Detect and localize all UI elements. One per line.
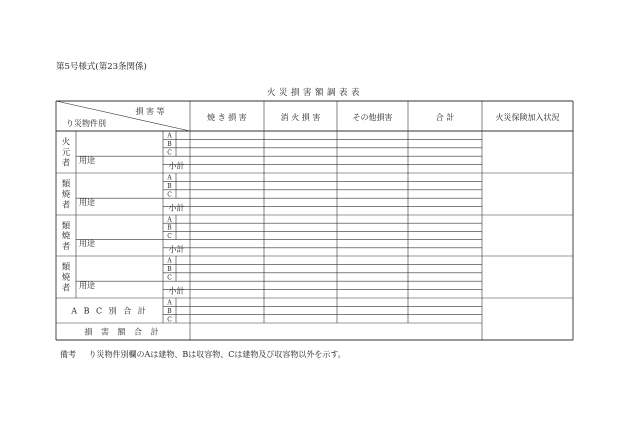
abc-label: A (167, 174, 172, 182)
use-label: 用途 (79, 198, 95, 207)
note-label: 備考 (60, 350, 76, 359)
abc-label: A (167, 257, 172, 265)
abc-label: A (167, 216, 172, 224)
group-label-char: 焼 (61, 231, 71, 242)
note (60, 349, 356, 360)
group-label-char: 火 (61, 137, 71, 148)
group-label-char: 者 (61, 158, 71, 169)
abc-label: A (167, 132, 172, 140)
column-header: 合 計 (435, 113, 455, 122)
grand-total-label: 損 害 額 合 計 (84, 327, 162, 337)
column-header: その他損害 (352, 113, 393, 122)
column-header: 焼 き 損 害 (207, 113, 247, 122)
abc-label: A (167, 299, 172, 307)
group-label-char: 者 (61, 200, 71, 211)
abc-label: B (167, 182, 172, 190)
abc-label: B (167, 308, 172, 315)
abc-label: C (167, 191, 172, 199)
table-grid-lines (56, 101, 573, 340)
form-title: 火災損害額調表表 (266, 88, 363, 98)
abc-label: B (167, 140, 172, 148)
group-label-char: 元 (61, 148, 71, 158)
abc-label: C (167, 316, 172, 324)
use-label: 用途 (79, 156, 95, 165)
subtotal-label: 小計 (168, 244, 185, 254)
column-header: 火災保険加入状況 (495, 113, 560, 122)
group-label-char: 類 (61, 262, 71, 273)
group-label-char: 類 (61, 179, 71, 190)
group-label-char: 者 (61, 283, 71, 294)
table-labels (62, 106, 560, 337)
subtotal-label: 小計 (168, 161, 185, 171)
abc-label: B (167, 224, 172, 232)
diagonal-header-top: 損 害 等 (135, 107, 165, 116)
abc-total-label: A B C 別 合 計 (71, 306, 148, 316)
abc-label: C (167, 149, 172, 157)
group-label-char: 焼 (61, 273, 71, 283)
subtotal-label: 小計 (168, 203, 185, 213)
column-header: 消 火 損 害 (280, 113, 321, 122)
subtotal-label: 小計 (168, 286, 185, 296)
use-label: 用途 (79, 239, 95, 248)
use-label: 用途 (79, 281, 95, 290)
abc-label: C (167, 274, 172, 282)
abc-label: C (167, 232, 172, 240)
diagonal-header-bottom: り災物件別 (66, 119, 106, 128)
note-text: り災物件別欄のAは建物、Bは収容物、Cは建物及び収容物以外を示す。 (88, 350, 346, 359)
group-label-char: 類 (61, 221, 71, 232)
group-label-char: 焼 (61, 190, 71, 200)
abc-label: B (167, 265, 172, 273)
group-label-char: 者 (61, 241, 71, 252)
form-number: 第5号様式(第23条関係) (56, 62, 147, 72)
